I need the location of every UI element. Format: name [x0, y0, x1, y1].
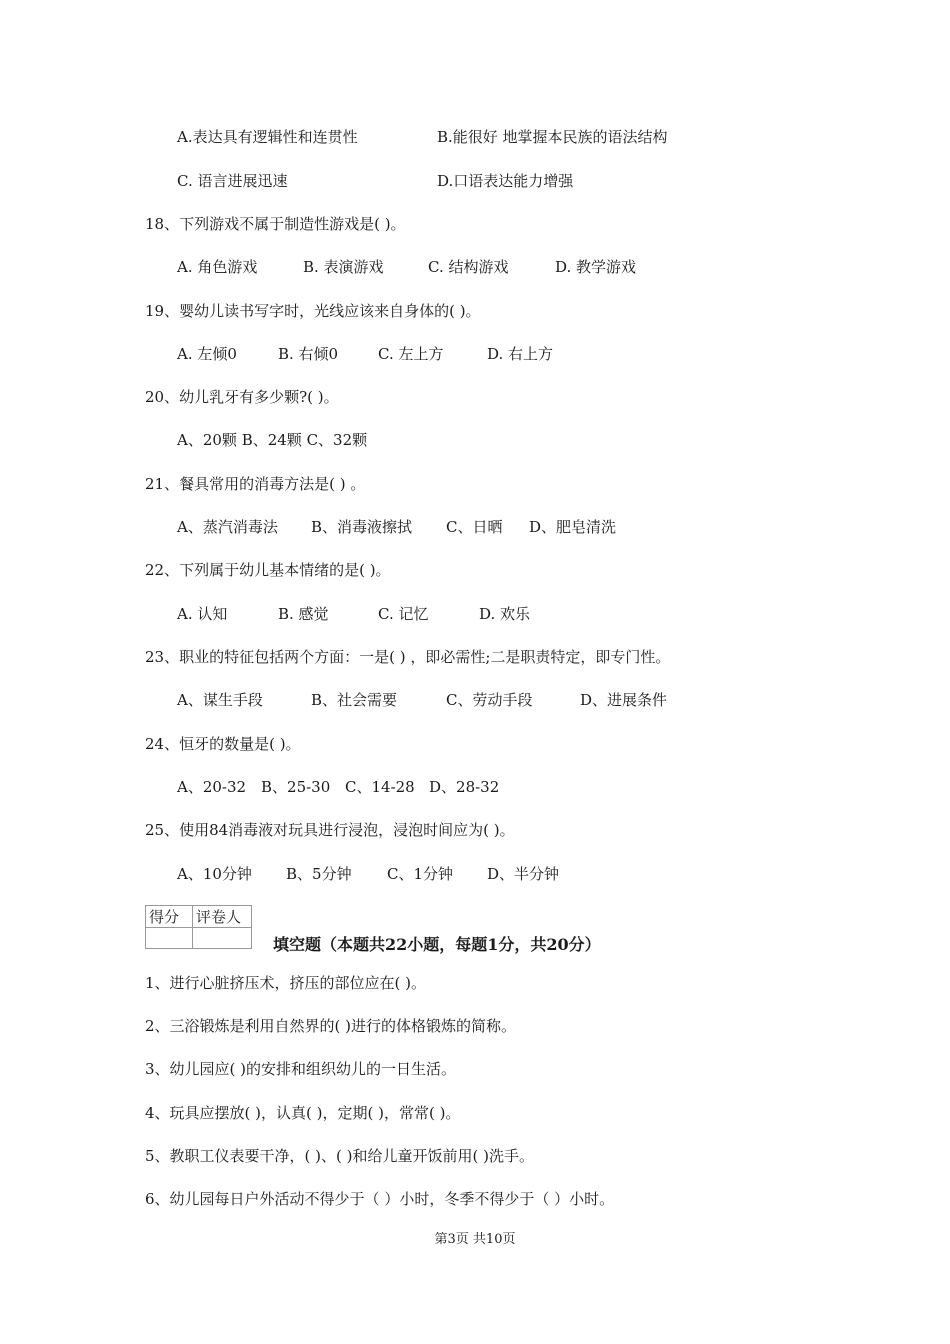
grader-header: 评卷人: [193, 906, 252, 928]
q24-option-d: D、28-32: [429, 778, 500, 796]
q21-option-b: B、消毒液擦拭: [311, 518, 413, 536]
question-25: 25、使用84消毒液对玩具进行浸泡，浸泡时间应为( )。: [145, 821, 515, 839]
q18-option-d: D. 教学游戏: [555, 258, 637, 276]
score-table: [145, 905, 252, 949]
q19-option-c: C. 左上方: [378, 345, 444, 363]
question-20: 20、幼儿乳牙有多少颗?( )。: [145, 388, 339, 406]
fill-question-1: 1、进行心脏挤压术，挤压的部位应在( )。: [145, 974, 427, 992]
question-19: 19、婴幼儿读书写字时，光线应该来自身体的( )。: [145, 302, 481, 320]
q19-option-d: D. 右上方: [487, 345, 554, 363]
fill-question-5: 5、教职工仪表要干净，( )、( )和给儿童开饭前用( )洗手。: [145, 1147, 534, 1165]
page-footer: 第3页 共10页: [434, 1232, 516, 1247]
q18-option-a: A. 角色游戏: [177, 258, 258, 276]
q25-option-c: C、1分钟: [387, 865, 454, 883]
q22-option-b: B. 感觉: [278, 605, 329, 623]
fill-question-6: 6、幼儿园每日户外活动不得少于（ ）小时，冬季不得少于（ ）小时。: [145, 1190, 615, 1208]
q21-option-a: A、蒸汽消毒法: [177, 518, 278, 536]
q21-option-c: C、日晒: [446, 518, 503, 536]
question-18: 18、下列游戏不属于制造性游戏是( )。: [145, 215, 406, 233]
q23-option-c: C、劳动手段: [446, 691, 533, 709]
q23-option-b: B、社会需要: [311, 691, 398, 709]
section-title: 填空题（本题共22小题，每题1分，共20分）: [273, 935, 601, 954]
question-21: 21、餐具常用的消毒方法是( ) 。: [145, 475, 366, 493]
option-d: D.口语表达能力增强: [437, 172, 574, 190]
q22-option-c: C. 记忆: [378, 605, 429, 623]
q25-option-d: D、半分钟: [487, 865, 560, 883]
q22-option-a: A. 认知: [177, 605, 228, 623]
question-24: 24、恒牙的数量是( )。: [145, 735, 301, 753]
q20-options: A、20颗 B、24颗 C、32颗: [177, 431, 368, 449]
q24-option-b: B、25-30: [261, 778, 331, 796]
q24-option-c: C、14-28: [345, 778, 415, 796]
q21-option-d: D、肥皂清洗: [529, 518, 617, 536]
grader-cell: [193, 928, 252, 949]
q18-option-c: C. 结构游戏: [428, 258, 509, 276]
question-22: 22、下列属于幼儿基本情绪的是( )。: [145, 561, 391, 579]
q23-option-a: A、谋生手段: [177, 691, 263, 709]
q25-option-a: A、10分钟: [177, 865, 252, 883]
q24-option-a: A、20-32: [177, 778, 247, 796]
q25-option-b: B、5分钟: [286, 865, 352, 883]
q22-option-d: D. 欢乐: [479, 605, 531, 623]
option-b: B.能很好 地掌握本民族的语法结构: [437, 128, 668, 146]
option-c: C. 语言进展迅速: [177, 172, 288, 190]
score-cell: [146, 928, 193, 949]
question-23: 23、职业的特征包括两个方面：一是( ) ，即必需性;二是职责特定，即专门性。: [145, 648, 671, 666]
fill-question-2: 2、三浴锻炼是利用自然界的( )进行的体格锻炼的简称。: [145, 1017, 517, 1035]
fill-question-4: 4、玩具应摆放( )，认真( )，定期( )，常常( )。: [145, 1104, 461, 1122]
score-header: 得分: [146, 906, 193, 928]
q23-option-d: D、进展条件: [580, 691, 668, 709]
option-a: A.表达具有逻辑性和连贯性: [177, 128, 358, 146]
fill-question-3: 3、幼儿园应( )的安排和组织幼儿的一日生活。: [145, 1060, 457, 1078]
q19-option-b: B. 右倾0: [278, 345, 339, 363]
q18-option-b: B. 表演游戏: [303, 258, 384, 276]
q19-option-a: A. 左倾0: [177, 345, 237, 363]
